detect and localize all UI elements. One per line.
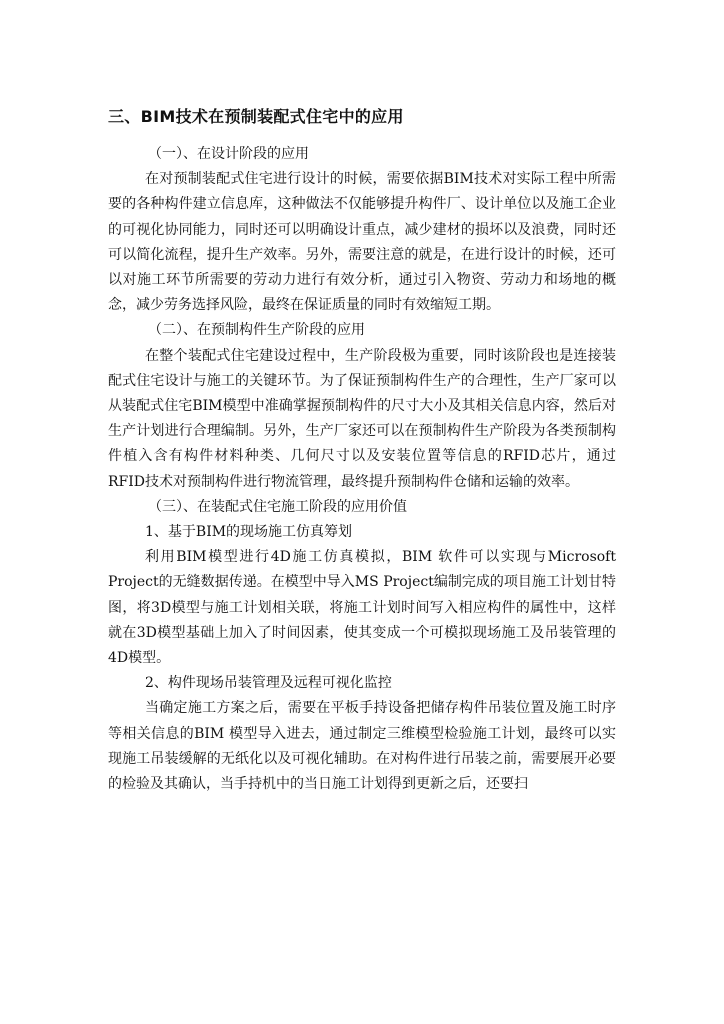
item-heading-hoisting: 2、构件现场吊装管理及远程可视化监控 — [145, 675, 392, 692]
paragraph-production-stage: 在整个装配式住宅建设过程中，生产阶段极为重要，同时该阶段也是连接装配式住宅设计与施工的关键环节。为了保证预制构件生产的合理性，生产厂家可以从装配式住宅BIM模型中准确掌握预制构件的尺寸大小及其相关信息内容，然后对生产计划进行合理编制。另外，生产厂家还可以在预制构件生产阶段为各类预制构件植入含有构件材料种类、几何尺寸以及安装位置等信息的RFID芯片，通过RFID技术对预制构件进行物流管理，最终提升预制构件仓储和运输的效率。 — [108, 347, 616, 490]
paragraph-design-stage: 在对预制装配式住宅进行设计的时候，需要依据BIM技术对实际工程中所需要的各种构件建立信息库，这种做法不仅能够提升构件厂、设计单位以及施工企业的可视化协同能力，同时还可以明确设计重点，减少建材的损坏以及浪费，同时还可以简化流程，提升生产效率。另外，需要注意的就是，在进行设计的时候，还可以对施工环节所需要的劳动力进行有效分析，通过引入物资、劳动力和场地的概念，减少劳务选择风险，最终在保证质量的同时有效缩短工期。 — [108, 171, 616, 314]
paragraph-simulation: 利用BIM模型进行4D施工仿真模拟，BIM 软件可以实现与Microsoft Project的无缝数据传递。在模型中导入MS Project编制完成的项目施工计划甘特图，将3D模型与施工计划相关联，将施工计划时间写入相应构件的属性中，这样就在3D模型基础上加入了时间因素，使其变成一个可模拟现场施工及吊装管理的4D模型。 — [108, 549, 616, 667]
subheading-construction-stage: （三）、在装配式住宅施工阶段的应用价值 — [148, 498, 407, 515]
section-title: 三、BIM技术在预制装配式住宅中的应用 — [108, 107, 404, 126]
paragraph-hoisting: 当确定施工方案之后，需要在平板手持设备把储存构件吊装位置及施工时序等相关信息的BIM 模型导入进去，通过制定三维模型检验施工计划，最终可以实现施工吊装缓解的无纸化以及可视化辅助。在对构件进行吊装之前，需要展开必要的检验及其确认，当手持机中的当日施工计划得到更新之后，还要扫 — [108, 700, 616, 793]
subheading-design-stage: （一）、在设计阶段的应用 — [148, 146, 309, 162]
item-heading-simulation: 1、基于BIM的现场施工仿真筹划 — [145, 524, 353, 541]
document-body — [108, 142, 616, 797]
subheading-production-stage: （二）、在预制构件生产阶段的应用 — [148, 322, 365, 339]
